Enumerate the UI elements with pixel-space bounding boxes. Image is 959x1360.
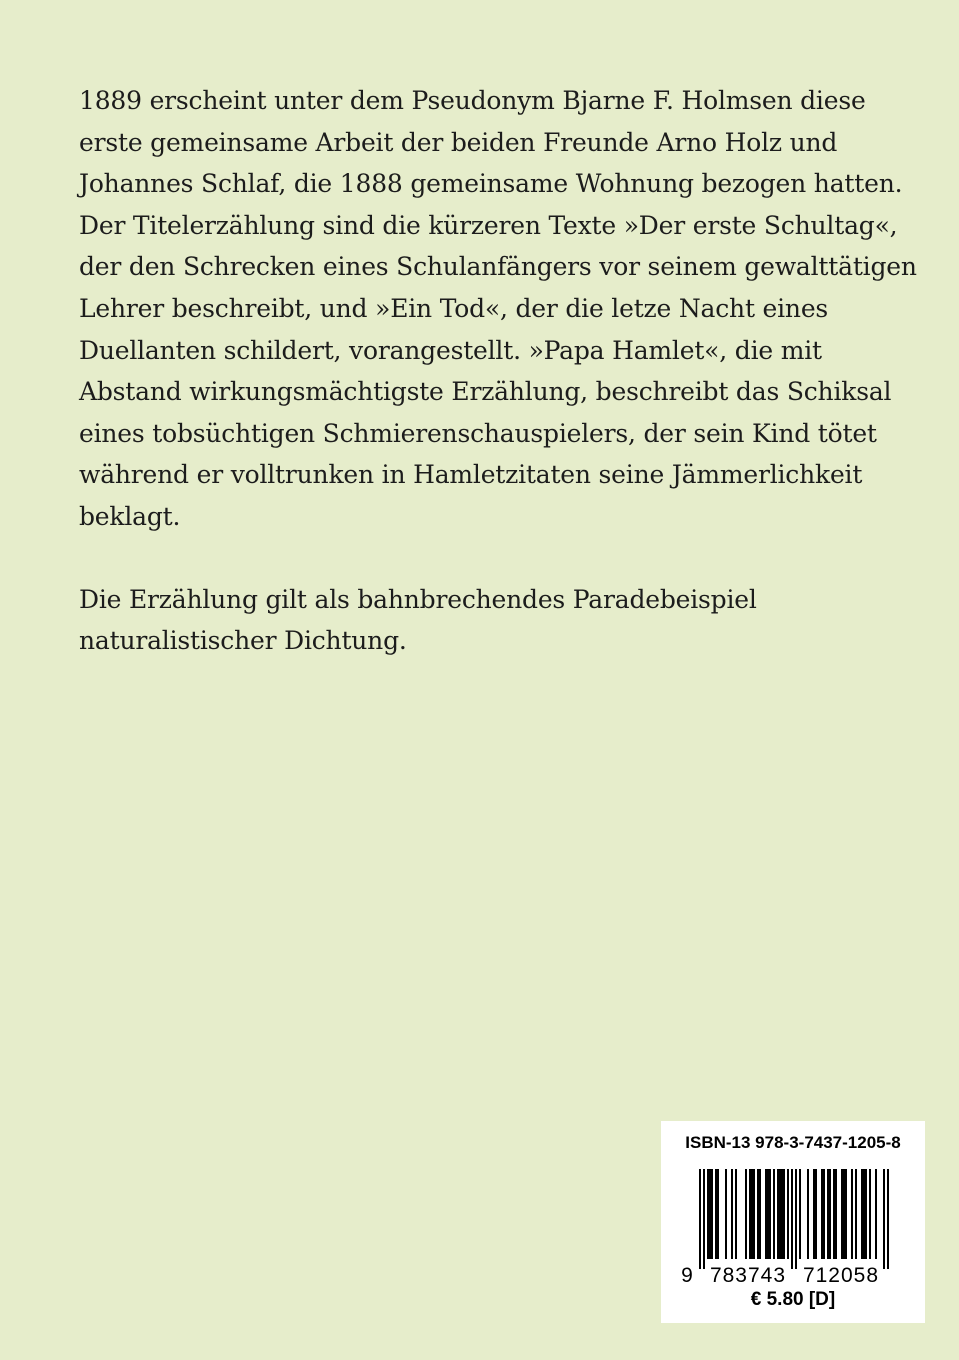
barcode-bar [777,1169,785,1259]
barcode-guard-bar [883,1169,885,1269]
isbn-barcode-box [661,1121,925,1323]
barcode-bar [875,1169,877,1259]
barcode-bar [773,1169,775,1259]
blurb-line: erste gemeinsame Arbeit der beiden Freunde Arno Holz und [79,127,838,157]
blurb-line: Duellanten schildert, vorangestellt. »Papa Hamlet«, die mit [79,335,822,365]
blurb-line: Die Erzählung gilt als bahnbrechendes Paradebeispiel [79,584,757,614]
blurb-line: beklagt. [79,501,181,531]
barcode-bar [707,1169,713,1259]
barcode-first-digit: 9 [681,1264,693,1287]
barcode-guard-bar [703,1169,705,1269]
barcode-guard-bar [699,1169,701,1269]
back-cover-blurb [79,80,917,662]
barcode-bar [813,1169,817,1259]
barcode-bar [855,1169,857,1259]
barcode-bar [735,1169,737,1259]
isbn-label: ISBN-13 978-3-7437-1205-8 [685,1133,901,1152]
blurb-line: Abstand wirkungsmächtigste Erzählung, beschreibt das Schiksal [79,377,892,407]
blurb-paragraph-1 [79,80,917,538]
barcode-right-digits: 712058 [802,1264,880,1287]
blurb-line: Der Titelerzählung sind die kürzeren Texte »Der erste Schultag«, [79,210,898,240]
barcode-bar [799,1169,801,1259]
barcode-left-digits: 783743 [709,1264,787,1287]
barcode-guard-bar [887,1169,889,1269]
barcode-guard-bar [795,1169,797,1269]
blurb-paragraph-2 [79,579,899,662]
barcode-bar [715,1169,719,1259]
barcode-bar [827,1169,831,1259]
blurb-line: naturalistischer Dichtung. [79,626,407,656]
barcode-bar [725,1169,727,1259]
barcode-guard-bar [791,1169,793,1269]
barcode-graphic [679,1167,907,1289]
barcode-bar [749,1169,755,1259]
barcode-bar [765,1169,771,1259]
blurb-line: während er volltrunken in Hamletzitaten seine Jämmerlichkeit [79,460,863,490]
barcode [679,1167,907,1289]
barcode-bar [787,1169,789,1259]
barcode-bar [821,1169,825,1259]
price-label: € 5.80 [D] [750,1289,836,1310]
barcode-bar [731,1169,733,1259]
barcode-bar [833,1169,837,1259]
barcode-bar [807,1169,809,1259]
blurb-line: 1889 erscheint unter dem Pseudonym Bjarne F. Holmsen diese [79,86,866,115]
barcode-bar [861,1169,867,1259]
barcode-bar [745,1169,747,1259]
barcode-bar [869,1169,871,1259]
blurb-line: eines tobsüchtigen Schmierenschauspielers, der sein Kind tötet [79,418,877,448]
barcode-bar [841,1169,847,1259]
barcode-bar [757,1169,761,1259]
blurb-line: der den Schrecken eines Schulanfängers vor seinem gewalttätigen [79,252,917,282]
barcode-bar [851,1169,853,1259]
blurb-line: Johannes Schlaf, die 1888 gemeinsame Wohnung bezogen hatten. [79,169,903,199]
blurb-line: Lehrer beschreibt, und »Ein Tod«, der die letze Nacht eines [79,293,829,323]
